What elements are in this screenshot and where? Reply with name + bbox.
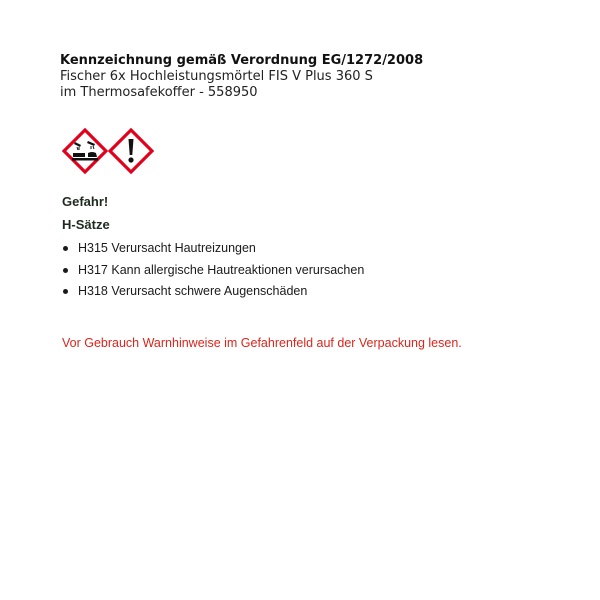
product-name: Fischer 6x Hochleistungsmörtel FIS V Plus 360 S [60, 69, 373, 84]
bullet-icon [63, 268, 68, 273]
h-statement-text: H317 Kann allergische Hautreaktionen verursachen [78, 262, 365, 277]
h-statement-text: H318 Verursacht schwere Augenschäden [78, 284, 308, 298]
product-package: im Thermosafekoffer - 558950 [60, 85, 258, 100]
ghs07-exclamation-icon [108, 128, 154, 174]
h-statements-list [62, 238, 562, 303]
bullet-icon [63, 289, 68, 294]
h-statement-text: H315 Verursacht Hautreizungen [78, 241, 256, 255]
h-statements-title: H-Sätze [62, 217, 110, 232]
regulation-title: Kennzeichnung gemäß Verordnung EG/1272/2008 [60, 53, 424, 68]
list-item [62, 260, 562, 282]
signal-word: Gefahr! [62, 194, 109, 209]
label-header [60, 53, 580, 101]
warning-notice: Vor Gebrauch Warnhinweise im Gefahrenfeld auf der Verpackung lesen. [62, 336, 462, 350]
bullet-icon [63, 246, 68, 251]
list-item [62, 281, 562, 303]
list-item [62, 238, 562, 260]
ghs05-corrosive-icon [62, 128, 108, 174]
hazard-pictograms [62, 128, 154, 174]
hazard-info [62, 193, 562, 303]
